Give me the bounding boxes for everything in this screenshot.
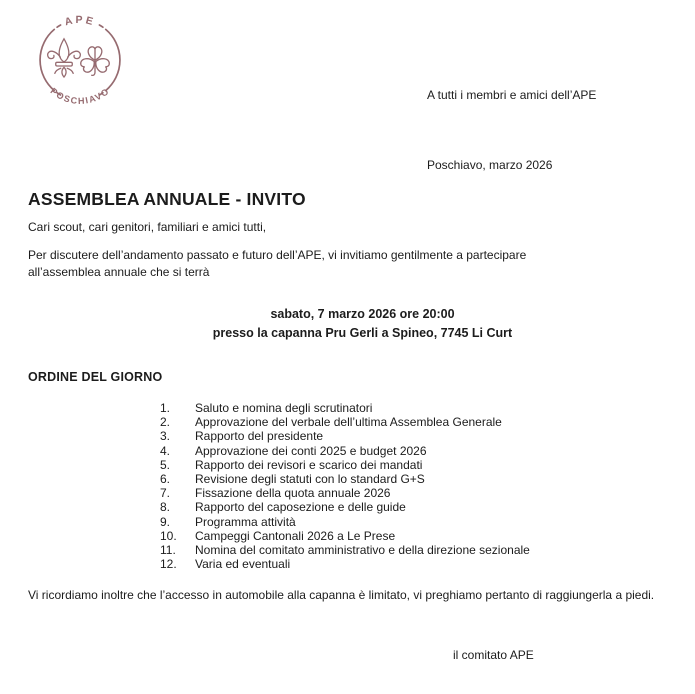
- agenda-item-number: 3.: [160, 429, 171, 444]
- signature-line: il comitato APE: [453, 648, 534, 662]
- agenda-item: [160, 486, 530, 500]
- salutation-line: Cari scout, cari genitori, familiari e amici tutti,: [28, 220, 267, 234]
- agenda-item-text: Campeggi Cantonali 2026 a Le Prese: [195, 528, 396, 543]
- agenda-item-number: 12.: [160, 557, 177, 572]
- agenda-item-text: Revisione degli statuti con lo standard G+S: [195, 472, 425, 487]
- agenda-item-text: Programma attività: [195, 514, 296, 529]
- event-datetime: sabato, 7 marzo 2026 ore 20:00: [270, 307, 455, 321]
- svg-text:APE: [63, 14, 96, 28]
- agenda-item-text: Rapporto del caposezione e delle guide: [195, 500, 406, 515]
- agenda-item-text: Approvazione del verbale dell’ultima Assemblea Generale: [195, 415, 502, 430]
- logo-bottom-text: POSCHIAVO: [48, 85, 112, 107]
- agenda-item: [160, 472, 530, 486]
- page-title: ASSEMBLEA ANNUALE - INVITO: [28, 189, 306, 209]
- trefoil-clover-icon: [79, 47, 110, 76]
- agenda-item-number: 8.: [160, 500, 171, 515]
- agenda-item-text: Rapporto del presidente: [195, 429, 324, 444]
- agenda-list: [160, 401, 530, 571]
- agenda-item: [160, 444, 530, 458]
- agenda-item-number: 7.: [160, 486, 171, 501]
- agenda-item: [160, 415, 530, 429]
- agenda-item-number: 6.: [160, 472, 171, 487]
- event-location: presso la capanna Pru Gerli a Spineo, 7745 Li Curt: [212, 326, 513, 340]
- note-paragraph: Vi ricordiamo inoltre che l’accesso in automobile alla capanna è limitato, vi preghiamo pertanto di raggiungerla a piedi.: [28, 588, 655, 602]
- place-date-line: Poschiavo, marzo 2026: [427, 158, 553, 172]
- svg-text:POSCHIAVO: [49, 86, 112, 106]
- agenda-item: [160, 543, 530, 557]
- agenda-item: [160, 515, 530, 529]
- agenda-item-text: Varia ed eventuali: [195, 557, 291, 572]
- agenda-item: [160, 401, 530, 415]
- agenda-item-text: Saluto e nomina degli scrutinatori: [195, 401, 373, 415]
- agenda-item-text: Rapporto dei revisori e scarico dei mandati: [195, 457, 423, 472]
- agenda-item-number: 2.: [160, 415, 171, 430]
- agenda-item-number: 5.: [160, 457, 171, 472]
- agenda-item-number: 9.: [160, 514, 171, 529]
- agenda-item-text: Fissazione della quota annuale 2026: [195, 486, 391, 501]
- agenda-item: [160, 529, 530, 543]
- agenda-item: [160, 458, 530, 472]
- agenda-item: [160, 557, 530, 571]
- agenda-item-number: 10.: [160, 528, 177, 543]
- agenda-heading: ORDINE DEL GIORNO: [28, 370, 163, 384]
- recipient-line: A tutti i membri e amici dell’APE: [427, 88, 597, 102]
- agenda-item-text: Approvazione dei conti 2025 e budget 2026: [195, 443, 427, 458]
- agenda-item-number: 11.: [160, 543, 176, 558]
- logo-emblem: [30, 10, 130, 110]
- ape-scout-logo: [30, 10, 130, 110]
- logo-top-text: APE: [63, 13, 97, 29]
- fleur-de-lis-icon: [48, 39, 81, 77]
- event-details: [30, 305, 695, 343]
- agenda-item-number: 4.: [160, 443, 171, 458]
- agenda-item: [160, 500, 530, 514]
- agenda-item-text: Nomina del comitato amministrativo e della direzione sezionale: [195, 543, 530, 558]
- intro-paragraph: Per discutere dell’andamento passato e futuro dell’APE, vi invitiamo gentilmente a partecipare all’assemblea annuale che si terrà: [28, 248, 527, 279]
- agenda-item: [160, 429, 530, 443]
- agenda-item-number: 1.: [160, 401, 171, 415]
